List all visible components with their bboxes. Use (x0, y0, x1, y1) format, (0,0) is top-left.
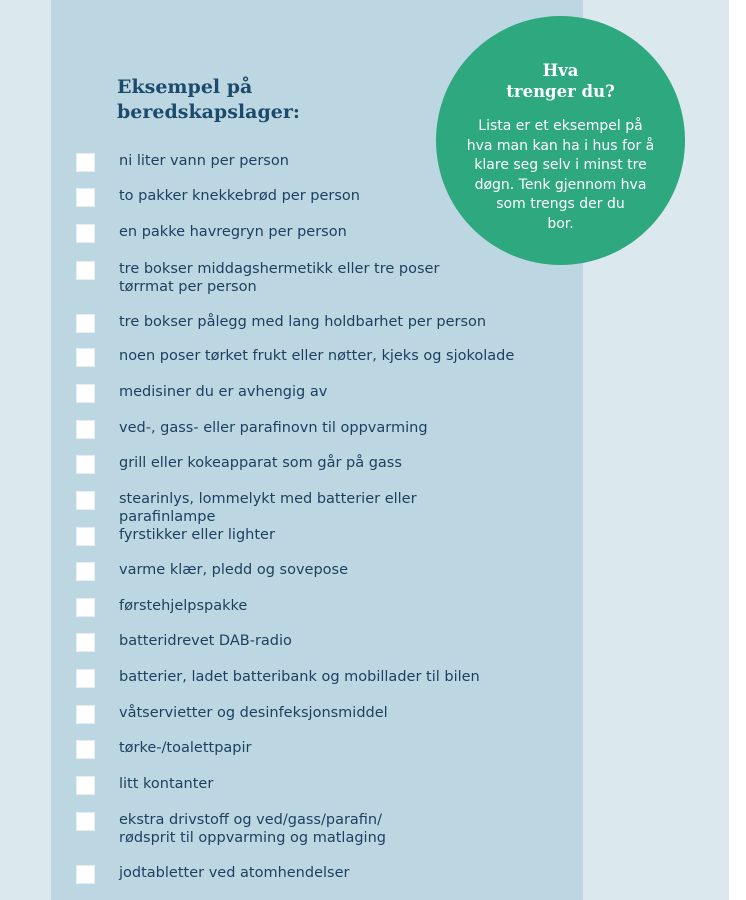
checklist-item-label: noen poser tørket frukt eller nøtter, kjeks og sjokolade (119, 348, 515, 364)
checklist-item-label: førstehjelpspakke (119, 598, 248, 614)
checkbox[interactable] (76, 348, 95, 367)
checklist-item-label: tørke-/toalettpapir (119, 740, 252, 756)
checklist-item-label: fyrstikker eller lighter (119, 527, 275, 543)
checkbox[interactable] (76, 527, 95, 546)
checkbox[interactable] (76, 705, 95, 724)
checklist-item-label: våtservietter og desinfeksjonsmiddel (119, 705, 388, 721)
checklist-item (76, 419, 516, 439)
checklist-item-label: jodtabletter ved atomhendelser (119, 865, 350, 881)
checkbox[interactable] (76, 669, 95, 688)
checklist-item (76, 526, 516, 546)
checklist-item-label: en pakke havregryn per person (119, 224, 347, 240)
checklist-item-label: to pakker knekkebrød per person (119, 188, 360, 204)
checkbox[interactable] (76, 224, 95, 243)
checklist-item-label: batterier, ladet batteribank og mobillader til bilen (119, 669, 480, 685)
checklist-item (76, 383, 516, 403)
checkbox[interactable] (76, 384, 95, 403)
checkbox[interactable] (76, 562, 95, 581)
checkbox[interactable] (76, 865, 95, 884)
checklist-item (76, 260, 516, 296)
checklist-item-label: grill eller kokeapparat som går på gass (119, 455, 402, 471)
checklist-item (76, 347, 516, 367)
checklist-item (76, 632, 516, 652)
checklist-item-label: tre bokser pålegg med lang holdbarhet per person (119, 314, 487, 330)
checklist-item-label: batteridrevet DAB-radio (119, 633, 292, 649)
checklist-item (76, 775, 516, 795)
checkbox[interactable] (76, 153, 95, 172)
checkbox[interactable] (76, 420, 95, 439)
checklist-item-label: ved-, gass- eller parafinovn til oppvarming (119, 420, 428, 436)
checklist-item-label: varme klær, pledd og sovepose (119, 562, 349, 578)
checklist-item (76, 597, 516, 617)
checkbox[interactable] (76, 188, 95, 207)
checkbox[interactable] (76, 740, 95, 759)
checklist-item (76, 704, 516, 724)
info-callout-circle (436, 16, 685, 265)
callout-title: Hva trenger du? (506, 61, 615, 101)
checkbox[interactable] (76, 455, 95, 474)
checklist-item-label: tre bokser middagshermetikk eller tre poser tørrmat per person (119, 261, 440, 295)
checklist-item-label: litt kontanter (119, 776, 214, 792)
checklist-item (76, 668, 516, 688)
checklist-item-label: medisiner du er avhengig av (119, 384, 328, 400)
checklist-item-label: stearinlys, lommelykt med batterier eller parafinlampe (119, 491, 417, 525)
checklist-item (76, 561, 516, 581)
checkbox[interactable] (76, 633, 95, 652)
checklist-item (76, 454, 516, 474)
checklist-item-label: ni liter vann per person (119, 153, 289, 169)
checkbox[interactable] (76, 314, 95, 333)
checkbox[interactable] (76, 776, 95, 795)
checklist-heading: Eksempel på beredskapslager: (117, 76, 300, 123)
checklist-item (76, 490, 516, 526)
checkbox[interactable] (76, 261, 95, 280)
checklist-item (76, 313, 516, 333)
checklist-item (76, 811, 516, 847)
checklist-item-label: ekstra drivstoff og ved/gass/parafin/ rødsprit til oppvarming og matlaging (119, 812, 386, 846)
checklist-item (76, 739, 516, 759)
checklist-item (76, 864, 516, 884)
callout-text: Lista er et eksempel på hva man kan ha i hus for å klare seg selv i minst tre døgn. Tenk gjennom hva som trengs der du bor. (466, 118, 655, 232)
checkbox[interactable] (76, 491, 95, 510)
checkbox[interactable] (76, 812, 95, 831)
checkbox[interactable] (76, 598, 95, 617)
